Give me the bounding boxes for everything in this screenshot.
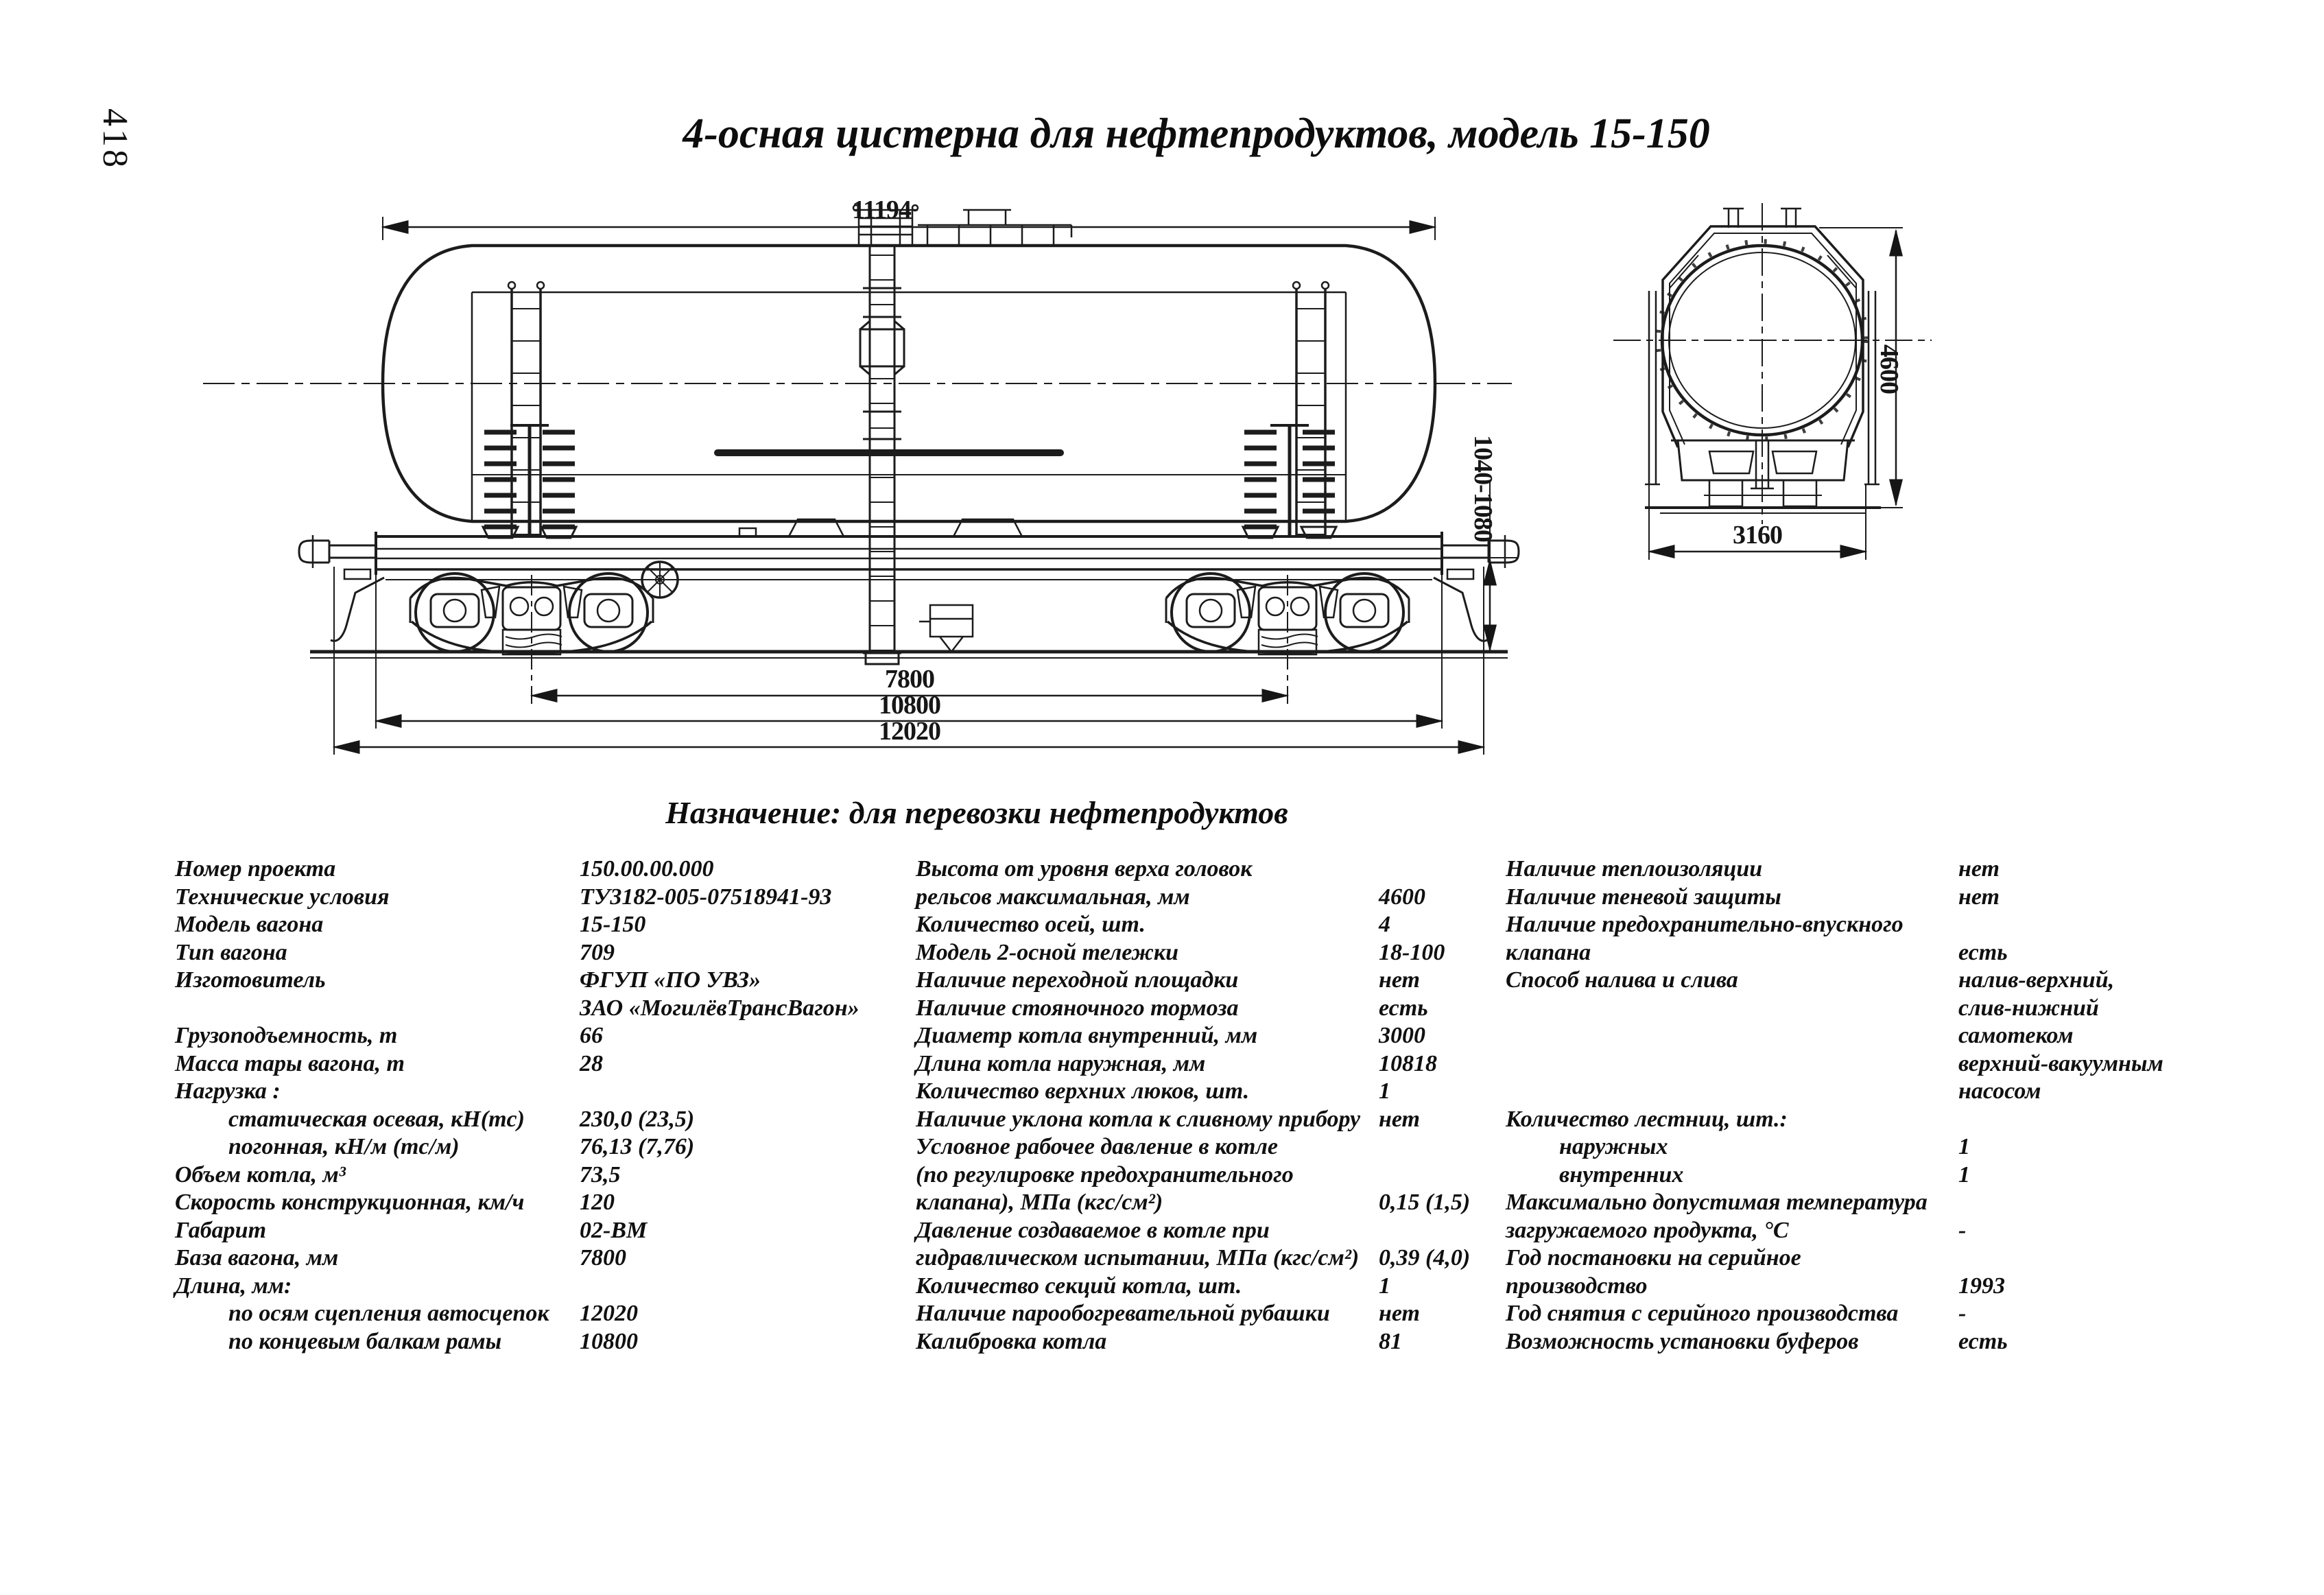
spec-label: Нагрузка : (175, 1078, 281, 1104)
spec-label: Масса тары вагона, т (175, 1050, 405, 1076)
spec-label: Модель 2-осной тележки (916, 939, 1179, 965)
spec-label: внутренних (1559, 1161, 1684, 1188)
dimension-label-coupler-length: 12020 (879, 717, 940, 746)
spec-label: гидравлическом испытании, МПа (кгс/см²) (916, 1245, 1360, 1271)
end-ladder-right (1293, 282, 1329, 536)
spec-label: Грузоподъемность, т (175, 1023, 398, 1048)
spec-value (1958, 1106, 2322, 1134)
spec-value: ФГУП «ПО УВЗ» (580, 967, 761, 993)
spec-value: 15-150 (580, 912, 646, 937)
spec-label: Тип вагона (175, 939, 287, 965)
purpose-caption: Назначение: для перевозки нефтепродуктов (665, 795, 1288, 830)
spec-label: Наличие уклона котла к сливному прибору (916, 1106, 1361, 1132)
spec-value: слив-нижний (1958, 995, 2099, 1021)
spec-value: нет (1379, 967, 1420, 993)
spec-value (1958, 911, 2322, 939)
spec-value: 4 (1379, 912, 1390, 937)
spec-value: 10818 (1379, 1050, 1437, 1076)
spec-value: нет (1379, 1106, 1420, 1132)
spec-label: клапана), МПа (кгс/см²) (916, 1190, 1163, 1215)
spec-value: насосом (1958, 1078, 2041, 1104)
spec-value: 0,15 (1,5) (1379, 1190, 1471, 1215)
spec-label: Калибровка котла (916, 1328, 1107, 1354)
page-number: 418 (95, 108, 134, 170)
spec-label: База вагона, мм (175, 1245, 339, 1271)
coupler-right (1434, 535, 1519, 641)
end-ladder-left (508, 282, 544, 536)
spec-value (1379, 1133, 1506, 1161)
spec-label: производство (1506, 1273, 1648, 1299)
dimension-label-frame-length: 10800 (879, 691, 940, 720)
spec-label: погонная, кН/м (тс/м) (228, 1134, 460, 1159)
dimension-label-tank-length: 11194 (852, 196, 911, 224)
spec-value: 66 (580, 1023, 603, 1048)
spec-label: Наличие теневой защиты (1506, 884, 1781, 910)
dimension-label-end-width: 3160 (1733, 521, 1782, 550)
spec-label: по концевым балкам рамы (228, 1328, 502, 1354)
coupler-left (299, 535, 384, 641)
spec-value: есть (1958, 1328, 2008, 1354)
spec-label: Высота от уровня верха головок (916, 856, 1253, 882)
spec-value: 28 (580, 1050, 603, 1076)
spec-value: нет (1958, 856, 2000, 882)
spec-label: Наличие предохранительно-впускного (1506, 912, 1904, 937)
spec-label (1506, 1022, 1958, 1050)
spec-label: Максимально допустимая температура (1506, 1190, 1928, 1215)
rail-line (310, 652, 1508, 658)
spec-label: Наличие переходной площадки (916, 967, 1239, 993)
spec-value: самотеком (1958, 1023, 2074, 1048)
spec-label: Изготовитель (175, 967, 326, 993)
spec-label: Габарит (175, 1217, 267, 1243)
spec-label (1506, 1078, 1958, 1106)
spec-value (1379, 1161, 1506, 1190)
spec-label: по осям сцепления автосцепок (228, 1301, 549, 1326)
side-view-drawing (203, 205, 1519, 755)
spec-value: верхний-вакуумным (1958, 1050, 2163, 1076)
spec-value: 3000 (1379, 1023, 1425, 1048)
spec-value (580, 1078, 916, 1106)
specs-table (175, 855, 2322, 1356)
spec-label: клапана (1506, 939, 1591, 965)
spec-value: 10800 (580, 1328, 638, 1354)
spec-value: 76,13 (7,76) (580, 1134, 695, 1159)
spec-value: 12020 (580, 1301, 638, 1326)
spec-value: - (1958, 1217, 1967, 1243)
spec-label: Давление создаваемое в котле при (916, 1217, 1270, 1243)
spec-value (1958, 1189, 2322, 1217)
spec-label: Наличие теплоизоляции (1506, 856, 1763, 882)
spec-label (1506, 1050, 1958, 1078)
spec-value: 1 (1958, 1134, 1970, 1159)
page-title: 4-осная цистерна для нефтепродуктов, модель 15-150 (683, 110, 1710, 157)
spec-value: - (1958, 1301, 1967, 1326)
spec-label: Наличие парообогревательной рубашки (916, 1301, 1330, 1326)
spec-value: 1 (1379, 1078, 1390, 1104)
dimension-label-end-height: 4600 (1875, 344, 1904, 394)
spec-value: 7800 (580, 1245, 626, 1271)
dimension-label-coupler-height: 1040-1080 (1469, 435, 1497, 542)
drain-device (919, 605, 973, 652)
spec-label (1506, 995, 1958, 1023)
spec-value: 18-100 (1379, 939, 1445, 965)
spec-label: Количество осей, шт. (916, 912, 1146, 937)
spec-label: Год постановки на серийное (1506, 1245, 1801, 1271)
spec-label: Модель вагона (175, 912, 324, 937)
spec-label: Количество секций котла, шт. (916, 1273, 1242, 1299)
handbrake-wheel (621, 562, 678, 598)
spec-label: Скорость конструкционная, км/ч (175, 1190, 525, 1215)
spec-value: 120 (580, 1190, 615, 1215)
spec-value: 4600 (1379, 884, 1425, 910)
spec-label: (по регулировке предохранительного (916, 1161, 1294, 1188)
spec-value: 73,5 (580, 1161, 621, 1188)
spec-label: Диаметр котла внутренний, мм (916, 1023, 1258, 1048)
spec-value: нет (1379, 1301, 1420, 1326)
spec-value: ТУ3182-005-07518941-93 (580, 884, 832, 910)
spec-value (1379, 855, 1506, 884)
spec-label: Условное рабочее давление в котле (916, 1134, 1279, 1159)
spec-value (1958, 1244, 2322, 1273)
spec-label: Год снятия с серийного производства (1506, 1301, 1899, 1326)
spec-value (1379, 1217, 1506, 1245)
spec-value (580, 1273, 916, 1301)
spec-label: Объем котла, м³ (175, 1161, 346, 1188)
spec-value: 1993 (1958, 1273, 2005, 1299)
spec-value: налив-верхний, (1958, 967, 2115, 993)
underframe (376, 519, 1442, 580)
spec-label: загружаемого продукта, °С (1506, 1217, 1789, 1243)
spec-value: 1 (1379, 1273, 1390, 1299)
spec-label: наружных (1559, 1134, 1668, 1159)
spec-label: Количество верхних люков, шт. (916, 1078, 1250, 1104)
spec-label: Номер проекта (175, 856, 336, 882)
spec-value: 230,0 (23,5) (580, 1106, 695, 1132)
spec-label: статическая осевая, кН(тс) (228, 1106, 525, 1132)
spec-value: 1 (1958, 1161, 1970, 1188)
spec-value: 81 (1379, 1328, 1402, 1354)
spec-label: Возможность установки буферов (1506, 1328, 1859, 1354)
spec-value: 709 (580, 939, 615, 965)
spec-value: есть (1379, 995, 1428, 1021)
spec-label: рельсов максимальная, мм (916, 884, 1190, 910)
bogie-right (1166, 574, 1409, 704)
spec-value: 02-ВМ (580, 1217, 648, 1243)
spec-value: 0,39 (4,0) (1379, 1245, 1471, 1271)
spec-label: Наличие стояночного тормоза (916, 995, 1239, 1021)
spec-value: ЗАО «МогилёвТрансВагон» (580, 995, 859, 1021)
spec-label: Количество лестниц, шт.: (1506, 1106, 1788, 1132)
spec-label: Длина, мм: (175, 1273, 292, 1299)
spec-value: 150.00.00.000 (580, 856, 714, 882)
spec-label (175, 995, 580, 1023)
bogie-left (410, 574, 653, 704)
spec-label: Технические условия (175, 884, 390, 910)
spec-label: Длина котла наружная, мм (916, 1050, 1206, 1076)
spec-value: есть (1958, 939, 2008, 965)
spec-value: нет (1958, 884, 2000, 910)
spec-label: Способ налива и слива (1506, 967, 1738, 993)
dimension-label-bogie-base: 7800 (885, 665, 934, 694)
